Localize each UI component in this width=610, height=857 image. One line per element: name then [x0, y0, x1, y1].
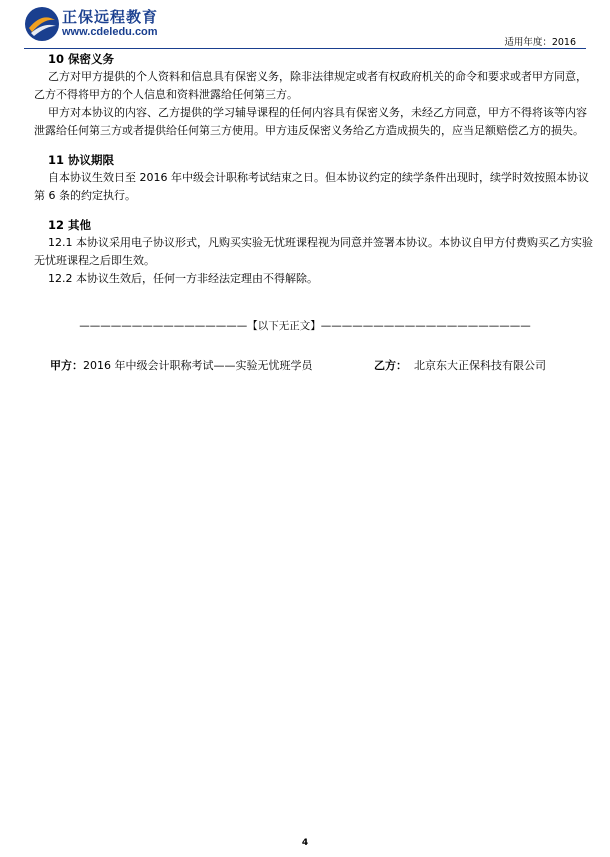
- section-title: 10 保密义务: [48, 52, 115, 66]
- page-number: 4: [301, 838, 309, 848]
- header-divider: [24, 48, 586, 49]
- document-body: [34, 50, 594, 299]
- party-b: [374, 357, 546, 373]
- applicable-year: 适用年度：2016: [504, 37, 576, 48]
- paragraph: 乙方对甲方提供的个人资料和信息具有保密义务，除非法律规定或者有权政府机关的命令和要求或者甲方同意，乙方不得将甲方的个人信息和资料泄露给任何第三方。: [34, 70, 587, 101]
- brand-url: www.cdeledu.com: [62, 26, 158, 38]
- party-a-label: 甲方：: [50, 359, 83, 372]
- section-term: [34, 151, 594, 205]
- party-a-value: 2016 年中级会计职称考试——实验无忧班学员: [83, 359, 313, 372]
- page-header: [24, 6, 586, 46]
- section-confidentiality: [34, 50, 594, 140]
- paragraph: 甲方对本协议的内容、乙方提供的学习辅导课程的任何内容具有保密义务，未经乙方同意，甲方不得将该等内容泄露给任何第三方或者提供给任何第三方使用。甲方违反保密义务给乙方造成损失的，应当足额赔偿乙方的损失。: [34, 106, 587, 137]
- section-title: 11 协议期限: [48, 153, 115, 167]
- party-b-label: 乙方：: [374, 359, 407, 372]
- brand-block: [62, 8, 158, 39]
- party-a: [50, 357, 313, 373]
- end-of-text-line: ————————————————【以下无正文】————————————————————: [79, 320, 531, 332]
- paragraph: 12.1 本协议采用电子协议形式，凡购买实验无忧班课程视为同意并签署本协议。本协议自甲方付费购买乙方实验无忧班课程之后即生效。: [34, 236, 593, 267]
- paragraph: 12.2 本协议生效后，任何一方非经法定理由不得解除。: [48, 272, 318, 285]
- party-b-value: 北京东大正保科技有限公司: [414, 359, 546, 372]
- paragraph: 自本协议生效日至 2016 年中级会计职称考试结束之日。但本协议约定的续学条件出现时，续学时效按照本协议第 6 条的约定执行。: [34, 171, 589, 202]
- section-title: 12 其他: [48, 218, 92, 232]
- section-other: [34, 216, 594, 288]
- brand-name: 正保远程教育: [62, 8, 159, 26]
- logo-icon: [24, 6, 60, 42]
